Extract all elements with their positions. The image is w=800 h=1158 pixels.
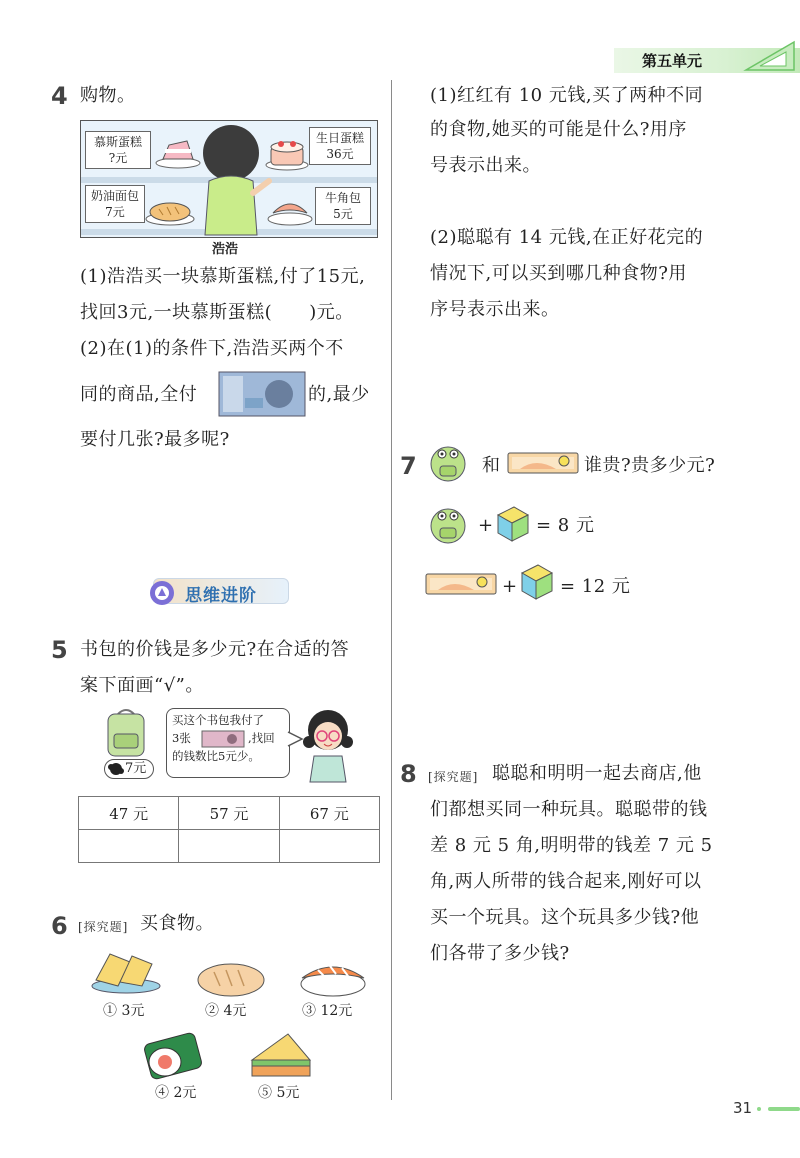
q4-part2-line2b: 的,最少 [308,384,370,405]
q6-part2-line3: 序号表示出来。 [430,299,560,320]
bubble-line3: 的钱数比5元少。 [172,749,260,763]
q8-line5: 买一个玩具。这个玩具多少钱?他 [430,907,700,928]
rubiks-cube-icon-2 [518,563,556,601]
green-backpack-icon-eq [428,500,468,544]
answer-table [78,796,380,863]
bubble-line1: 买这个书包我付了 [172,713,264,727]
green-backpack-icon [428,440,468,482]
q5-line1: 书包的价钱是多少元?在合适的答 [80,639,350,660]
q6-part2-line1: (2)聪聪有 14 元钱,在正好花完的 [430,227,704,248]
q5-number: 5 [51,636,68,664]
bag-price: 7元 [125,761,147,776]
column-divider [391,80,392,1100]
q6-tag: [探究题] [78,920,129,934]
section-label: 思维进阶 [185,586,257,606]
sushi-roll-icon [143,1026,211,1078]
food-label-1: ① 3元 [103,1003,145,1019]
q4-title: 购物。 [80,85,136,106]
q8-line3: 差 8 元 5 角,明明带的钱差 7 元 5 [430,835,713,856]
q8-tag: [探究题] [428,770,479,784]
q8-line2: 们都想买同一种玩具。聪聪带的钱 [430,799,708,820]
toast-icon [90,946,162,994]
unit-tab [614,48,800,73]
q6-number: 6 [51,912,68,940]
person-name-haohao: 浩浩 [212,242,239,257]
q7-and: 和 [482,455,501,476]
q8-line1: 聪聪和明明一起去商店,他 [492,763,702,784]
q8-line4: 角,两人所带的钱合起来,刚好可以 [430,871,702,892]
croissant-icon [267,195,313,227]
q4-part2-line3: 要付几张?最多呢? [80,429,230,450]
check-cell-47[interactable] [79,830,179,863]
q8-number: 8 [400,760,417,788]
q7-question: 谁贵?贵多少元? [584,455,716,476]
option-67: 67 元 [279,797,379,830]
q6-part1-line1: (1)红红有 10 元钱,买了两种不同 [430,85,704,106]
page-number: 31 [733,1099,753,1117]
answer-check-row [79,830,380,863]
bread-roll-icon [196,962,266,998]
q4-number: 4 [51,82,68,110]
option-57: 57 元 [179,797,279,830]
medal-icon [147,576,177,606]
food-label-3: ③ 12元 [302,1003,353,1019]
q6-part1-line3: 号表示出来。 [430,155,541,176]
q4-part2-line1: (2)在(1)的条件下,浩浩买两个不 [80,338,344,359]
birthday-cake-icon [265,131,311,171]
rubiks-cube-icon [494,505,532,543]
bakery-display-illustration [80,120,378,238]
q4-part2-line2a: 同的商品,全付 [80,384,198,405]
food-label-2: ② 4元 [205,1003,247,1019]
q7-eq2-result: = 12 元 [560,576,631,597]
cream-bread-icon [145,197,195,227]
price-card-croissant: 牛角包 5元 [315,187,371,225]
q4-part1-line1: (1)浩浩买一块慕斯蛋糕,付了15元, [80,266,366,287]
bubble-line2: 3张 ,找回 [172,731,275,745]
price-card-birthday: 生日蛋糕 36元 [309,127,371,165]
q7-eq2-plus: + [502,576,518,597]
q6-part1-line2: 的食物,她买的可能是什么?用序 [430,119,687,140]
schoolbag-icon [104,708,148,758]
haohao-figure [195,123,275,235]
q4-part1-line2: 找回3元,一块慕斯蛋糕( )元。 [80,302,354,323]
option-47: 47 元 [79,797,179,830]
sandwich-icon [248,1030,314,1080]
speech-bubble [166,708,290,778]
page-number-dot [757,1107,761,1111]
food-label-4: ④ 2元 [155,1085,197,1101]
salmon-sushi-icon [298,956,368,998]
ten-yuan-banknote-icon [219,372,305,416]
girl-with-glasses-figure [300,706,356,786]
q6-part2-line2: 情况下,可以买到哪几种食物?用 [430,263,687,284]
small-banknote-icon [202,731,244,747]
ruler-triangle-icon [742,40,800,74]
page-number-bar [768,1107,800,1111]
price-card-cream-bread: 奶油面包 7元 [85,185,145,223]
pencil-box-icon-eq [424,568,498,598]
bag-price-tag [104,759,154,779]
pencil-box-icon [506,447,580,477]
food-label-5: ⑤ 5元 [258,1085,300,1101]
price-card-mousse: 慕斯蛋糕 ?元 [85,131,151,169]
q7-eq1-plus: + [478,515,494,536]
ink-blot-icon [108,762,124,776]
q6-title: 买食物。 [140,913,214,934]
section-banner [147,576,289,606]
check-cell-67[interactable] [279,830,379,863]
check-cell-57[interactable] [179,830,279,863]
answer-options-row [79,797,380,830]
unit-tab-label: 第五单元 [642,52,703,70]
q7-eq1-result: = 8 元 [536,515,595,536]
q8-line6: 们各带了多少钱? [430,943,570,964]
q5-line2: 案下面画“√”。 [80,675,204,696]
q7-number: 7 [400,452,417,480]
